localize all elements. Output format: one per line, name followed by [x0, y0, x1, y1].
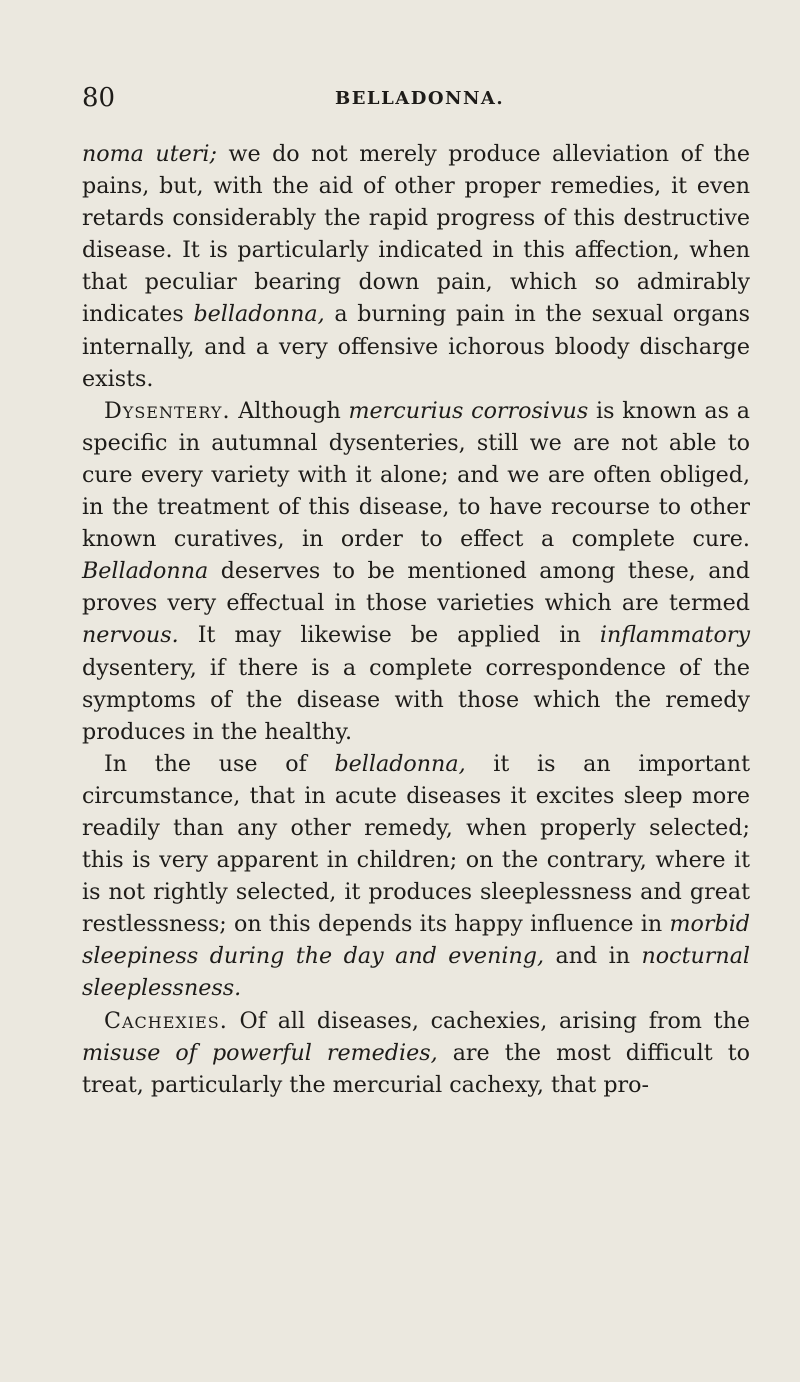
page-number: 80 [82, 83, 116, 113]
emphasis: nocturnal sleeplessness. [82, 943, 751, 1002]
section-heading-cachexies: Cachexies. [104, 1007, 228, 1034]
paragraph-uterine-cancer: noma uteri; we do not merely produce alleviation of the pains, but, with the aid of other proper remedies, it even retards considerably the rapid progress of this destructive disease. It is particularly indicated in this affection, when that peculiar bearing down pain, which so admirably indicates belladonna, a burning pain in the sexual organs internally, and a very offensive ichorous bloody discharge exists. [82, 141, 751, 392]
emphasis: mercurius corrosivus [348, 397, 589, 424]
paragraph-sleep: In the use of belladonna, it is an important circumstance, that in acute diseases it excites sleep more readily than any other remedy, when properly selected; this is very apparent in children; on the contrary, where it is not rightly selected, it produces sleeplessness and great restlessness; on this depends its happy influence in morbid sleepiness during the day and evening, and in nocturnal sleeplessness. [82, 750, 751, 1002]
running-head: BELLADONNA. [335, 88, 505, 109]
emphasis: misuse of powerful remedies, [82, 1039, 438, 1066]
emphasis: Belladonna [82, 558, 209, 585]
body-text [82, 138, 750, 1101]
emphasis: nervous. [82, 622, 179, 649]
emphasis: inflammatory [599, 622, 750, 649]
paragraph-cachexies: Cachexies. Of all diseases, cachexies, arising from the misuse of powerful remedies, are the most difficult to treat, particularly the mercurial cachexy, that pro- [82, 1007, 750, 1098]
section-heading-dysentery: Dysentery. [104, 397, 231, 424]
page-header [82, 82, 750, 114]
emphasis: belladonna, [193, 301, 325, 328]
paragraph-dysentery: Dysentery. Although mercurius corrosivus is known as a specific in autumnal dysenteries, still we are not able to cure every variety with it alone; and we are often obliged, in the treatment of this disease, to have recourse to other known curatives, in order to effect a complete cure. Belladonna deserves to be mentioned among these, and proves very effectual in those varieties which are termed nervous. It may likewise be applied in inflammatory dysentery, if there is a complete correspondence of the symptoms of the disease with those which the remedy produces in the healthy. [82, 397, 750, 745]
emphasis: morbid sleepiness during the day and evening, [82, 911, 750, 970]
emphasis: belladonna, [334, 750, 466, 777]
emphasis: noma uteri; [82, 141, 217, 167]
